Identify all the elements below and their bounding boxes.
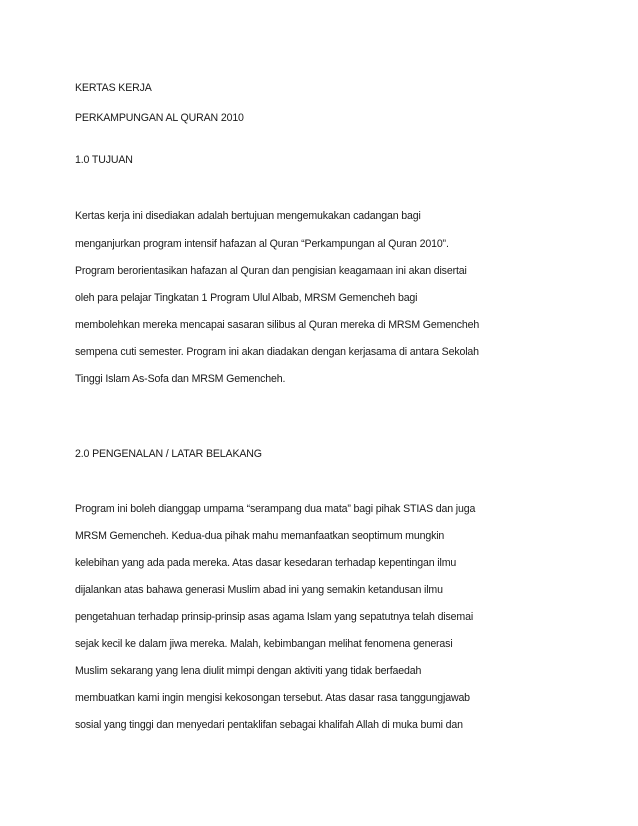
section-2-line: dijalankan atas bahawa generasi Muslim abad ini yang semakin ketandusan ilmu xyxy=(75,584,443,596)
section-1-line: Program berorientasikan hafazan al Quran dan pengisian keagamaan ini akan disertai xyxy=(75,265,467,277)
section-2-line: membuatkan kami ingin mengisi kekosongan tersebut. Atas dasar rasa tanggungjawab xyxy=(75,692,470,704)
section-1-heading: 1.0 TUJUAN xyxy=(75,154,133,166)
document-title-line-2: PERKAMPUNGAN AL QURAN 2010 xyxy=(75,112,244,124)
section-2-line: sejak kecil ke dalam jiwa mereka. Malah, kebimbangan melihat fenomena generasi xyxy=(75,638,453,650)
section-1-line: Kertas kerja ini disediakan adalah bertujuan mengemukakan cadangan bagi xyxy=(75,210,421,222)
section-2-line: sosial yang tinggi dan menyedari pentaklifan sebagai khalifah Allah di muka bumi dan xyxy=(75,719,463,731)
section-2-line: Muslim sekarang yang lena diulit mimpi dengan aktiviti yang tidak berfaedah xyxy=(75,665,422,677)
section-1-line: Tinggi Islam As-Sofa dan MRSM Gemencheh. xyxy=(75,373,286,385)
section-2-line: pengetahuan terhadap prinsip-prinsip asas agama Islam yang sepatutnya telah disemai xyxy=(75,611,474,623)
document-title-line-1: KERTAS KERJA xyxy=(75,82,152,94)
section-1-line: menganjurkan program intensif hafazan al Quran “Perkampungan al Quran 2010”. xyxy=(75,238,449,250)
section-2-line: kelebihan yang ada pada mereka. Atas dasar kesedaran terhadap kepentingan ilmu xyxy=(75,557,457,569)
section-1-line: membolehkan mereka mencapai sasaran silibus al Quran mereka di MRSM Gemencheh xyxy=(75,319,480,331)
section-1-line: sempena cuti semester. Program ini akan diadakan dengan kerjasama di antara Sekolah xyxy=(75,346,479,358)
section-1-line: oleh para pelajar Tingkatan 1 Program Ulul Albab, MRSM Gemencheh bagi xyxy=(75,292,418,304)
section-2-line: Program ini boleh dianggap umpama “serampang dua mata” bagi pihak STIAS dan juga xyxy=(75,503,476,515)
section-2-heading: 2.0 PENGENALAN / LATAR BELAKANG xyxy=(75,448,262,460)
section-2-line: MRSM Gemencheh. Kedua-dua pihak mahu memanfaatkan seoptimum mungkin xyxy=(75,530,445,542)
